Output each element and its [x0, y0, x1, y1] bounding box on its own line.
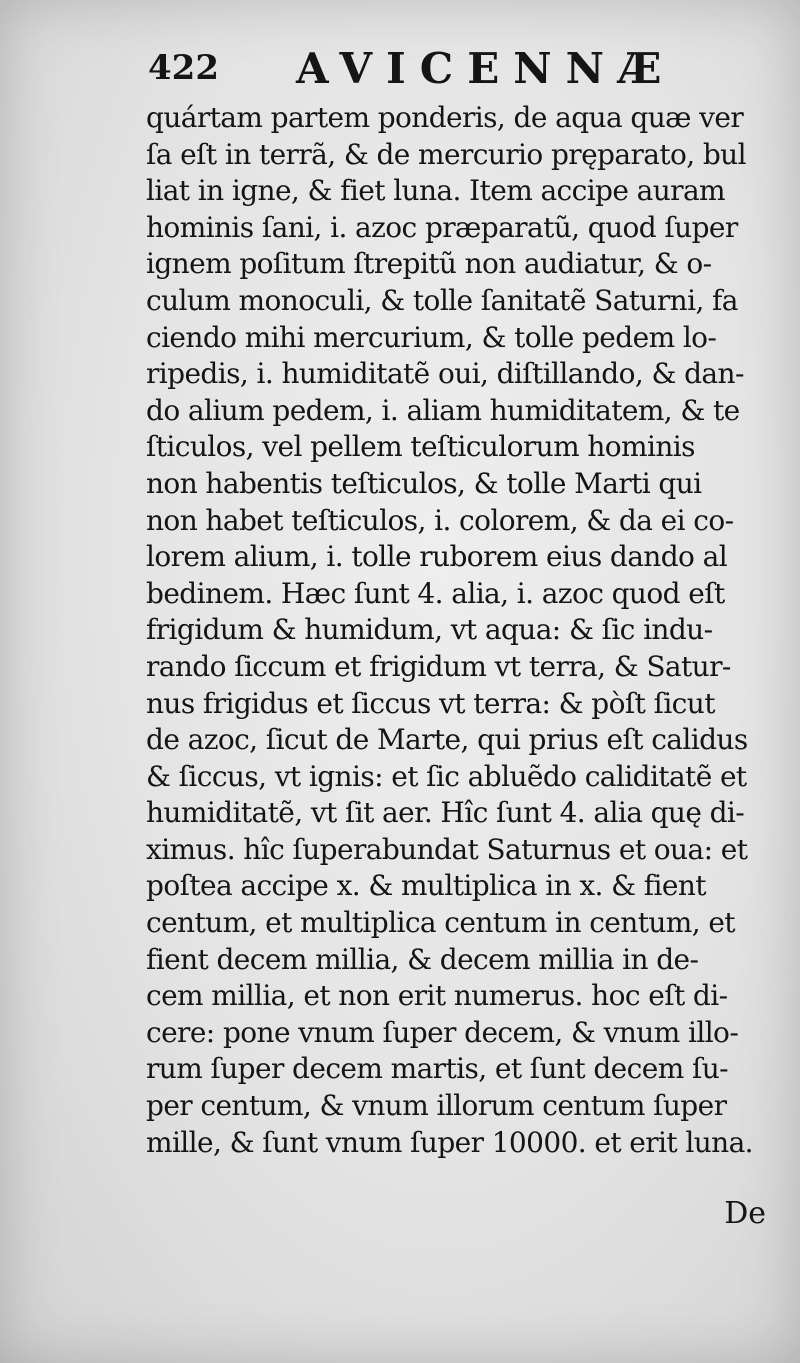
text-line: cem millia, et non erit numerus. hoc eſt di- — [146, 979, 728, 1013]
running-title: AVICENNÆ — [296, 44, 676, 93]
catchword: De — [724, 1196, 766, 1231]
text-line: non habentis teſticulos, & tolle Marti qui — [146, 466, 702, 500]
text-line: & ſiccus, vt ignis: et ſic abluẽdo caliditatẽ et — [146, 759, 747, 793]
text-line: mille, & ſunt vnum ſuper 10000. et erit luna. — [146, 1125, 753, 1159]
text-line: humiditatẽ, vt ſit aer. Hîc ſunt 4. alia quę di- — [146, 796, 745, 830]
text-line: ignem poſitum ſtrepitũ non audiatur, & o- — [146, 247, 712, 281]
body-text — [146, 100, 776, 1161]
text-line: non habet teſticulos, i. colorem, & da ei co- — [146, 503, 734, 537]
text-line: lorem alium, i. tolle ruborem eius dando al — [146, 540, 728, 574]
text-line: do alium pedem, i. aliam humiditatem, & te — [146, 393, 740, 427]
text-line: rando ſiccum et frigidum vt terra, & Satur- — [146, 649, 731, 683]
text-line: liat in igne, & fiet luna. Item accipe auram — [146, 174, 726, 208]
text-line: ripedis, i. humiditatẽ oui, diſtillando, & dan- — [146, 357, 744, 391]
text-line: frigidum & humidum, vt aqua: & ſic indu- — [146, 613, 713, 647]
page-number: 422 — [148, 48, 219, 88]
text-line: ſticulos, vel pellem teſticulorum hominis — [146, 430, 695, 464]
text-line: culum monoculi, & tolle ſanitatẽ Saturni, fa — [146, 283, 738, 317]
text-line: de azoc, ſicut de Marte, qui prius eſt calidus — [146, 723, 748, 757]
text-line: centum, et multiplica centum in centum, et — [146, 906, 735, 940]
text-line: fient decem millia, & decem millia in de- — [146, 942, 699, 976]
text-line: ciendo mihi mercurium, & tolle pedem lo- — [146, 320, 717, 354]
page-header — [148, 44, 768, 104]
text-line: rum ſuper decem martis, et ſunt decem ſu- — [146, 1052, 729, 1086]
text-line: hominis ſani, i. azoc præparatũ, quod ſuper — [146, 210, 738, 244]
text-line: nus frigidus et ſiccus vt terra: & pòſt ſicut — [146, 686, 715, 720]
text-line: ximus. hîc ſuperabundat Saturnus et oua: et — [146, 832, 748, 866]
text-line: quártam partem ponderis, de aqua quæ ver — [146, 101, 744, 134]
text-line: cere: pone vnum ſuper decem, & vnum illo- — [146, 1015, 739, 1049]
text-line: ſa eſt in terrã, & de mercurio pręparato, bul — [146, 137, 746, 171]
text-line: poſtea accipe x. & multiplica in x. & fient — [146, 869, 706, 903]
text-line: per centum, & vnum illorum centum ſuper — [146, 1089, 727, 1123]
text-line: bedinem. Hæc ſunt 4. alia, i. azoc quod eſt — [146, 576, 725, 610]
